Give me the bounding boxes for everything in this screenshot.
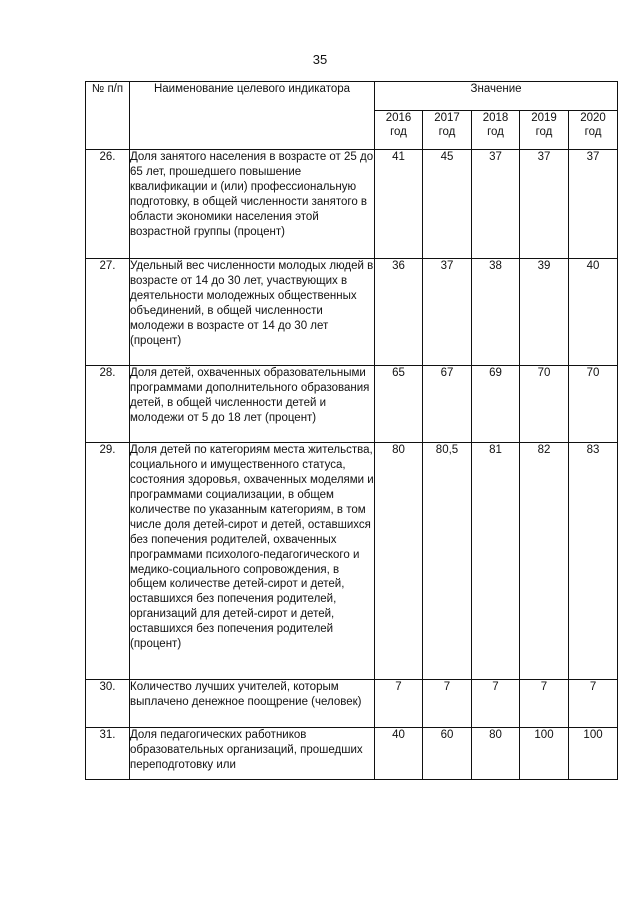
value-cell: 37 <box>472 150 520 259</box>
table-row <box>86 443 618 680</box>
value-cell: 37 <box>520 150 569 259</box>
header-year <box>423 111 472 150</box>
header-value: Значение <box>375 82 618 111</box>
indicator-name: Доля детей по категориям места жительства, социального и имущественного статуса, состояния здоровья, охваченных моделями и программами социализации, в общем количестве по указанным категориям, в том числе доля детей-сирот и детей, оставшихся без попечения родителей, охваченных программами психолого-педагогического и медико-социального сопровождения, в общем количестве детей-сирот и детей, оставшихся без попечения родителей, организаций для детей-сирот и детей, оставшихся без попечения родителей (процент) <box>130 443 375 680</box>
row-number: 30. <box>86 680 130 728</box>
value-cell: 81 <box>472 443 520 680</box>
value-cell: 82 <box>520 443 569 680</box>
page-number: 35 <box>312 52 328 67</box>
header-year <box>472 111 520 150</box>
value-cell: 70 <box>520 366 569 443</box>
value-cell: 67 <box>423 366 472 443</box>
year-label: 2016 <box>385 112 412 124</box>
value-cell: 80 <box>472 728 520 780</box>
value-cell: 7 <box>375 680 423 728</box>
header-year <box>375 111 423 150</box>
value-cell: 100 <box>520 728 569 780</box>
table-row <box>86 728 618 780</box>
header-number: № п/п <box>86 82 130 150</box>
value-cell: 7 <box>520 680 569 728</box>
row-number: 29. <box>86 443 130 680</box>
value-cell: 80,5 <box>423 443 472 680</box>
indicators-table <box>85 81 618 780</box>
value-cell: 37 <box>423 259 472 366</box>
indicator-name: Количество лучших учителей, которым выплачено денежное поощрение (человек) <box>130 680 375 728</box>
year-unit: год <box>535 126 553 139</box>
year-unit: год <box>487 126 504 139</box>
value-cell: 70 <box>569 366 618 443</box>
value-cell: 45 <box>423 150 472 259</box>
header-indicator-name: Наименование целевого индикатора <box>130 82 375 150</box>
year-label: 2020 <box>580 112 606 124</box>
row-number: 27. <box>86 259 130 366</box>
indicator-name: Удельный вес численности молодых людей в возрасте от 14 до 30 лет, участвующих в деятельности молодежных общественных объединений, в общей численности молодежи в возрасте от 14 до 30 лет (процент) <box>130 259 375 366</box>
value-cell: 83 <box>569 443 618 680</box>
table-row <box>86 366 618 443</box>
value-cell: 60 <box>423 728 472 780</box>
year-unit: год <box>438 126 456 139</box>
table-row <box>86 150 618 259</box>
value-cell: 39 <box>520 259 569 366</box>
value-cell: 69 <box>472 366 520 443</box>
indicator-name: Доля занятого населения в возрасте от 25 до 65 лет, прошедшего повышение квалификации и (или) профессиональную подготовку, в общей численности занятого в области экономики населения этой возрастной группы (процент) <box>130 150 375 259</box>
value-cell: 40 <box>569 259 618 366</box>
header-year <box>520 111 569 150</box>
value-cell: 80 <box>375 443 423 680</box>
indicator-name: Доля педагогических работников образовательных организаций, прошедших переподготовку или <box>130 728 375 780</box>
value-cell: 38 <box>472 259 520 366</box>
indicator-name: Доля детей, охваченных образовательными программами дополнительного образования детей, в общей численности детей и молодежи от 5 до 18 лет (процент) <box>130 366 375 443</box>
value-cell: 100 <box>569 728 618 780</box>
row-number: 28. <box>86 366 130 443</box>
year-unit: год <box>390 126 407 139</box>
table-row <box>86 259 618 366</box>
value-cell: 7 <box>569 680 618 728</box>
table-row <box>86 680 618 728</box>
row-number: 26. <box>86 150 130 259</box>
year-label: 2019 <box>531 112 557 124</box>
value-cell: 65 <box>375 366 423 443</box>
value-cell: 41 <box>375 150 423 259</box>
year-unit: год <box>584 126 602 139</box>
year-label: 2018 <box>482 112 509 124</box>
year-label: 2017 <box>434 112 460 124</box>
header-year <box>569 111 618 150</box>
value-cell: 7 <box>423 680 472 728</box>
value-cell: 40 <box>375 728 423 780</box>
value-cell: 37 <box>569 150 618 259</box>
value-cell: 7 <box>472 680 520 728</box>
value-cell: 36 <box>375 259 423 366</box>
row-number: 31. <box>86 728 130 780</box>
